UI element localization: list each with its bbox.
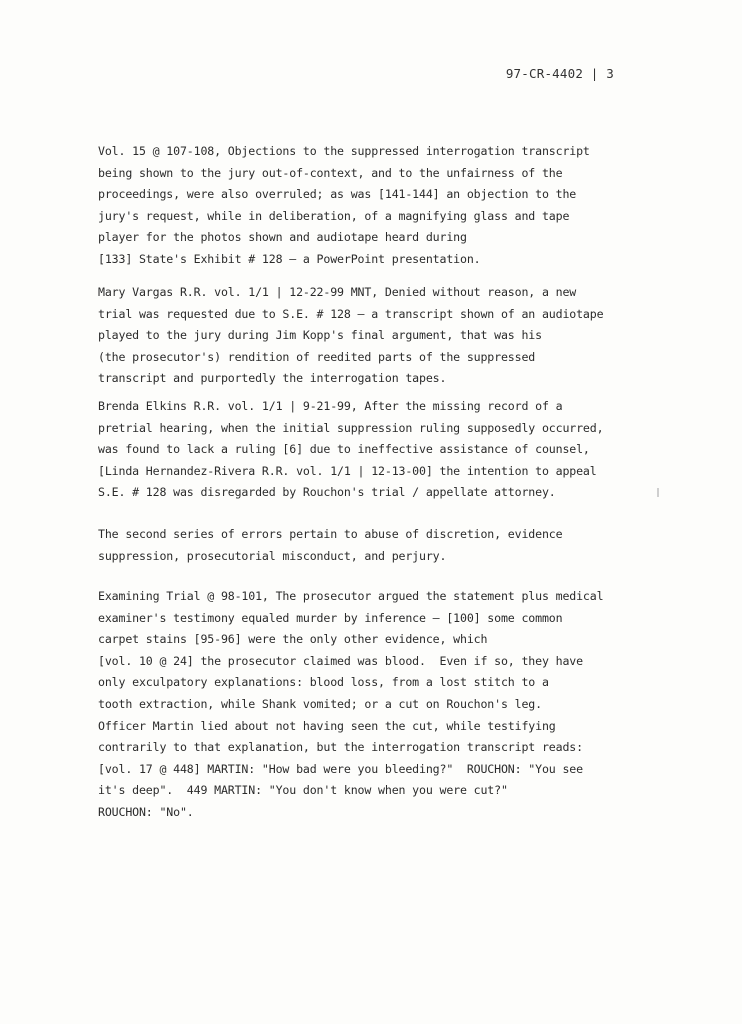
text-line: Vol. 15 @ 107-108, Objections to the suppressed interrogation transcript bbox=[98, 144, 590, 158]
text-line: Mary Vargas R.R. vol. 1/1 | 12-22-99 MNT, Denied without reason, a new bbox=[98, 285, 577, 299]
scan-speck bbox=[657, 488, 659, 497]
text-line: was found to lack a ruling [6] due to ineffective assistance of counsel, bbox=[98, 442, 590, 457]
text-line: [vol. 17 @ 448] MARTIN: "How bad were you bleeding?" ROUCHON: "You see bbox=[98, 761, 583, 776]
text-line: player for the photos shown and audiotape heard during bbox=[98, 230, 467, 245]
paragraph-second-series bbox=[98, 524, 618, 567]
text-line: [vol. 10 @ 24] the prosecutor claimed was blood. Even if so, they have bbox=[98, 653, 583, 668]
text-line: jury's request, while in deliberation, of a magnifying glass and tape bbox=[98, 208, 570, 223]
text-line: suppression, prosecutorial misconduct, and perjury. bbox=[98, 548, 447, 563]
text-line: played to the jury during Jim Kopp's final argument, that was his bbox=[98, 328, 542, 343]
text-line: tooth extraction, while Shank vomited; or a cut on Rouchon's leg. bbox=[98, 696, 542, 711]
text-line: only exculpatory explanations: blood loss, from a lost stitch to a bbox=[98, 675, 549, 690]
text-line: Examining Trial @ 98-101, The prosecutor argued the statement plus medical bbox=[98, 589, 604, 603]
text-line: contrarily to that explanation, but the interrogation transcript reads: bbox=[98, 740, 583, 755]
case-number-header: 97-CR-4402 | 3 bbox=[505, 66, 614, 81]
text-line: it's deep". 449 MARTIN: "You don't know when you were cut?" bbox=[98, 783, 508, 798]
text-line: ROUCHON: "No". bbox=[98, 804, 194, 819]
text-line: carpet stains [95-96] were the only other evidence, which bbox=[98, 632, 488, 647]
text-line: being shown to the jury out-of-context, and to the unfairness of the bbox=[98, 165, 563, 180]
text-line: Officer Martin lied about not having seen the cut, while testifying bbox=[98, 718, 556, 733]
text-line: trial was requested due to S.E. # 128 — a transcript shown of an audiotape bbox=[98, 306, 604, 321]
text-line: examiner's testimony equaled murder by inference — [100] some common bbox=[98, 610, 563, 625]
text-line: [Linda Hernandez-Rivera R.R. vol. 1/1 | 12-13-00] the intention to appeal bbox=[98, 463, 597, 478]
text-line: (the prosecutor's) rendition of reedited parts of the suppressed bbox=[98, 349, 536, 364]
text-line: proceedings, were also overruled; as was [141-144] an objection to the bbox=[98, 187, 577, 202]
paragraph-examining-trial bbox=[98, 586, 618, 824]
text-line: Brenda Elkins R.R. vol. 1/1 | 9-21-99, After the missing record of a bbox=[98, 399, 563, 413]
paragraph-pretrial-hearing bbox=[98, 396, 618, 504]
text-line: [133] State's Exhibit # 128 — a PowerPoint presentation. bbox=[98, 251, 481, 266]
text-line: transcript and purportedly the interrogation tapes. bbox=[98, 371, 447, 386]
paragraph-new-trial bbox=[98, 282, 618, 390]
paragraph-objections bbox=[98, 141, 618, 271]
text-line: pretrial hearing, when the initial suppression ruling supposedly occurred, bbox=[98, 420, 604, 435]
text-line: The second series of errors pertain to abuse of discretion, evidence bbox=[98, 527, 563, 541]
text-line: S.E. # 128 was disregarded by Rouchon's trial / appellate attorney. bbox=[98, 485, 556, 500]
